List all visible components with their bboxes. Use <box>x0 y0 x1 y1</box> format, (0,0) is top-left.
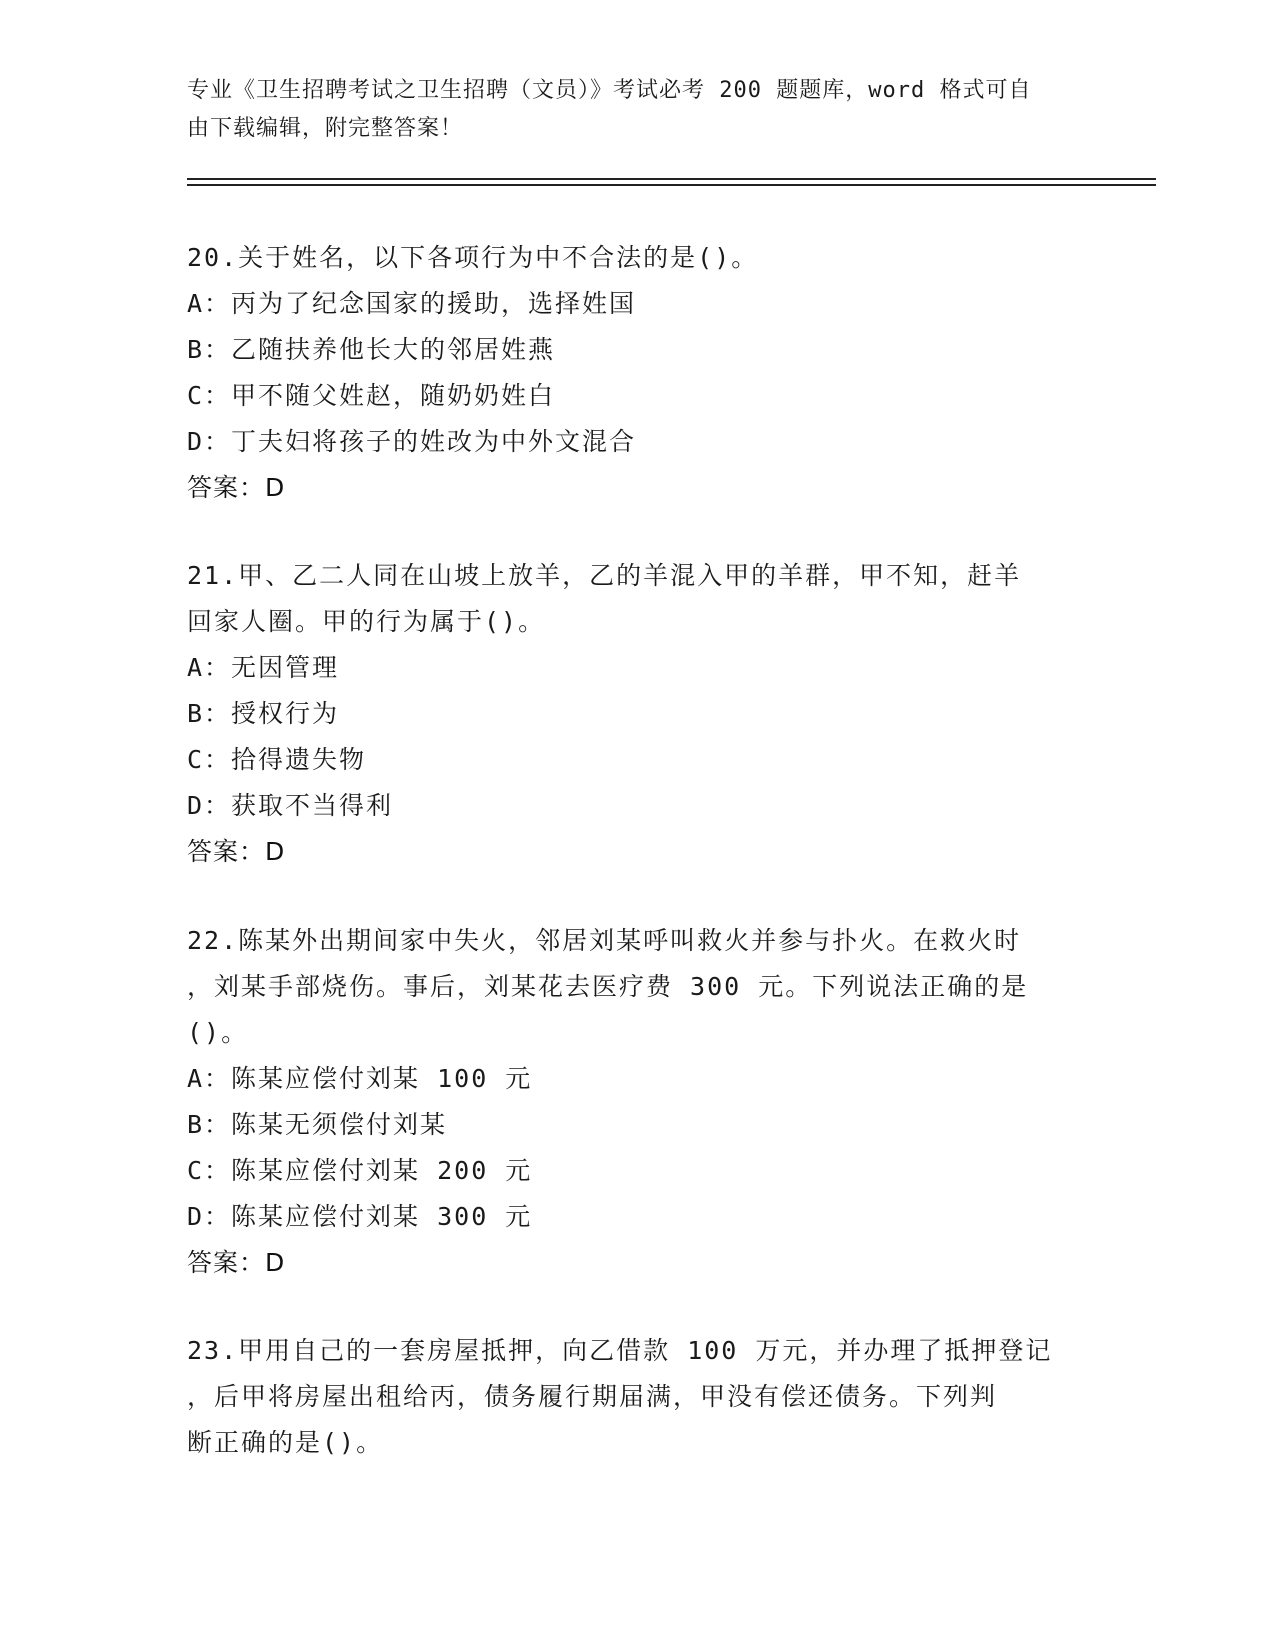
question-23 <box>187 1328 1087 1466</box>
option-b: B：授权行为 <box>187 699 340 728</box>
question-text: ()。 <box>187 1018 249 1047</box>
document-header <box>187 72 1067 148</box>
header-line: 专业《卫生招聘考试之卫生招聘（文员）》考试必考 200 题题库，word 格式可自 <box>187 78 1032 103</box>
option-a: A：无因管理 <box>187 653 340 682</box>
answer-line: 答案：D <box>187 837 286 866</box>
question-20 <box>187 235 1087 511</box>
option-c: C：拾得遗失物 <box>187 745 367 774</box>
question-21 <box>187 553 1087 875</box>
option-c: C：陈某应偿付刘某 200 元 <box>187 1156 533 1185</box>
option-a: A：丙为了纪念国家的援助，选择姓国 <box>187 289 637 318</box>
option-d: D：陈某应偿付刘某 300 元 <box>187 1202 533 1231</box>
option-b: B：乙随扶养他长大的邻居姓燕 <box>187 335 556 364</box>
header-line: 由下载编辑，附完整答案！ <box>187 116 464 141</box>
answer-line: 答案：D <box>187 473 286 502</box>
option-c: C：甲不随父姓赵，随奶奶姓白 <box>187 381 556 410</box>
header-divider-top <box>187 178 1156 180</box>
question-text: 回家人圈。甲的行为属于()。 <box>187 607 546 636</box>
header-divider-bottom <box>187 184 1156 186</box>
option-d: D：丁夫妇将孩子的姓改为中外文混合 <box>187 427 637 456</box>
question-text: 23.甲用自己的一套房屋抵押，向乙借款 100 万元，并办理了抵押登记 <box>187 1336 1053 1365</box>
option-d: D：获取不当得利 <box>187 791 394 820</box>
question-text: 22.陈某外出期间家中失火，邻居刘某呼叫救火并参与扑火。在救火时 <box>187 926 1022 955</box>
question-text: 断正确的是()。 <box>187 1428 384 1457</box>
option-a: A：陈某应偿付刘某 100 元 <box>187 1064 533 1093</box>
question-22 <box>187 918 1087 1286</box>
question-text: ，刘某手部烧伤。事后，刘某花去医疗费 300 元。下列说法正确的是 <box>187 972 1029 1001</box>
option-b: B：陈某无须偿付刘某 <box>187 1110 448 1139</box>
question-text: ，后甲将房屋出租给丙，债务履行期届满，甲没有偿还债务。下列判 <box>187 1382 998 1411</box>
answer-line: 答案：D <box>187 1248 286 1277</box>
question-text: 20.关于姓名，以下各项行为中不合法的是()。 <box>187 243 759 272</box>
question-text: 21.甲、乙二人同在山坡上放羊，乙的羊混入甲的羊群，甲不知，赶羊 <box>187 561 1022 590</box>
